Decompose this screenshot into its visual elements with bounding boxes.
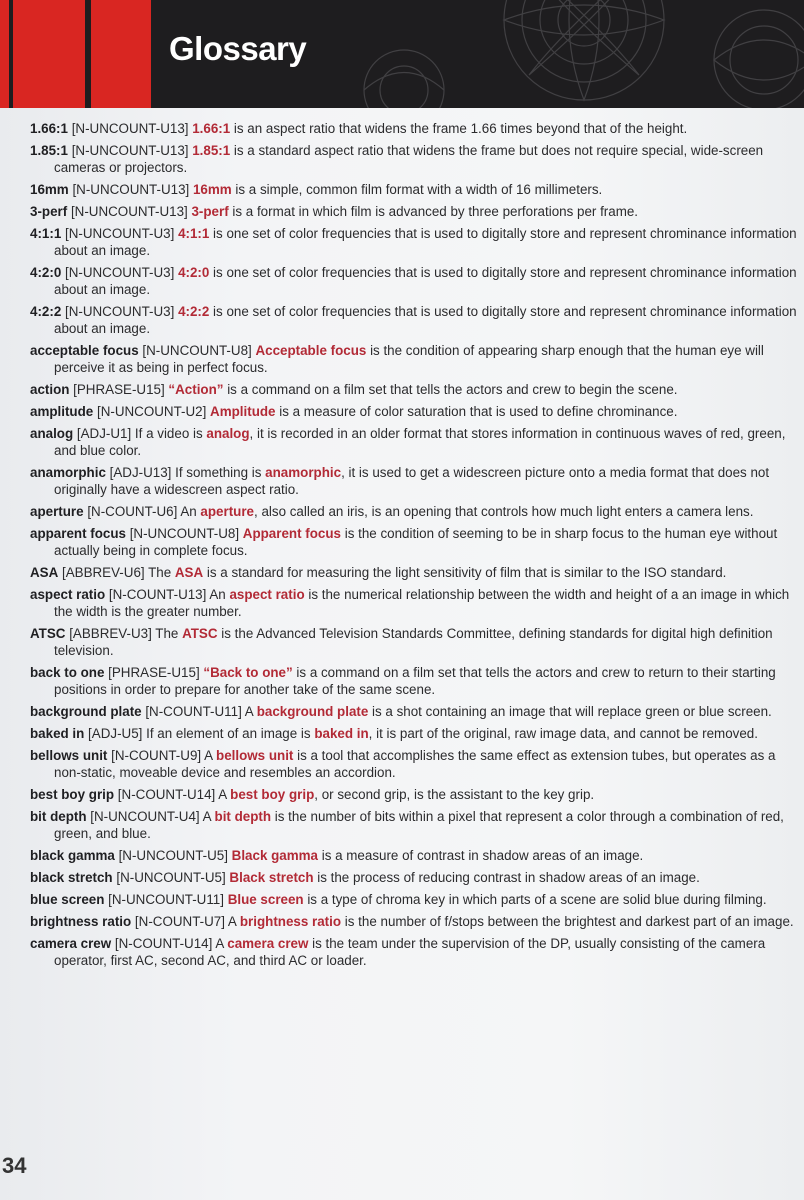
- entry-part-of-speech: [N-UNCOUNT-U8]: [125, 526, 243, 541]
- entry-definition-lead: If a video is: [134, 426, 207, 441]
- entry-definition-lead: The: [155, 626, 183, 641]
- entry-highlighted-term: Black stretch: [229, 870, 314, 885]
- entry-highlighted-term: “Action”: [168, 382, 224, 397]
- glossary-entry: [30, 625, 800, 659]
- entry-highlighted-term: bit depth: [214, 809, 272, 824]
- red-block-decoration: [13, 0, 85, 108]
- entry-term: 4:1:1: [30, 226, 62, 241]
- entry-definition-lead: A: [244, 704, 257, 719]
- header-banner: [0, 0, 804, 108]
- entry-definition-lead: An: [180, 504, 201, 519]
- entry-definition: is a measure of contrast in shadow areas of an image.: [318, 848, 644, 863]
- entry-term: 4:2:2: [30, 304, 62, 319]
- entry-highlighted-term: Black gamma: [231, 848, 318, 863]
- glossary-entry: [30, 586, 800, 620]
- entry-part-of-speech: [N-COUNT-U11]: [141, 704, 245, 719]
- entry-part-of-speech: [N-UNCOUNT-U5]: [112, 870, 230, 885]
- entry-definition: , also called an iris, is an opening that controls how much light enters a camera lens.: [254, 504, 754, 519]
- entry-highlighted-term: analog: [206, 426, 250, 441]
- entry-highlighted-term: aperture: [200, 504, 255, 519]
- entry-part-of-speech: [ADJ-U5]: [84, 726, 147, 741]
- red-stripe-decoration: [0, 0, 9, 108]
- glossary-entry: [30, 808, 800, 842]
- entry-term: back to one: [30, 665, 105, 680]
- glossary-entry: [30, 403, 800, 420]
- entry-part-of-speech: [N-UNCOUNT-U13]: [67, 204, 192, 219]
- entry-part-of-speech: [N-UNCOUNT-U11]: [104, 892, 228, 907]
- entry-definition: is the condition of seeming to be in sharp focus to the human eye without actually being in complete focus.: [54, 526, 778, 558]
- entry-highlighted-term: ASA: [174, 565, 204, 580]
- entry-definition: is a standard for measuring the light sensitivity of film that is similar to the ISO standard.: [203, 565, 727, 580]
- entry-highlighted-term: best boy grip: [230, 787, 315, 802]
- glossary-entry: [30, 664, 800, 698]
- entry-part-of-speech: [N-UNCOUNT-U13]: [68, 182, 193, 197]
- entry-term: brightness ratio: [30, 914, 132, 929]
- entry-highlighted-term: brightness ratio: [239, 914, 342, 929]
- entry-definition-lead: A: [204, 748, 217, 763]
- entry-part-of-speech: [N-UNCOUNT-U3]: [61, 265, 179, 280]
- entry-term: ATSC: [30, 626, 66, 641]
- glossary-entry: [30, 120, 800, 137]
- entry-highlighted-term: anamorphic: [265, 465, 342, 480]
- glossary-entry: [30, 935, 800, 969]
- entry-part-of-speech: [N-UNCOUNT-U13]: [67, 121, 193, 136]
- entry-term: bellows unit: [30, 748, 108, 763]
- entry-part-of-speech: [N-UNCOUNT-U3]: [61, 226, 179, 241]
- entry-part-of-speech: [PHRASE-U15]: [69, 382, 169, 397]
- entry-part-of-speech: [N-COUNT-U6]: [83, 504, 181, 519]
- entry-definition: is the condition of appearing sharp enough that the human eye will perceive it as being in perfect focus.: [54, 343, 764, 375]
- entry-term: 1.85:1: [30, 143, 68, 158]
- entry-term: blue screen: [30, 892, 105, 907]
- entry-part-of-speech: [N-COUNT-U13]: [105, 587, 210, 602]
- entry-highlighted-term: 16mm: [192, 182, 232, 197]
- glossary-entry: [30, 225, 800, 259]
- page-number: 34: [2, 1153, 27, 1178]
- entry-definition: , it is used to get a widescreen picture onto a media format that does not originally have a widescreen aspect ratio.: [54, 465, 770, 497]
- entry-definition-lead: An: [209, 587, 230, 602]
- entry-term: bit depth: [30, 809, 87, 824]
- mandala-pattern-icon: [284, 0, 804, 108]
- entry-highlighted-term: “Back to one”: [203, 665, 293, 680]
- glossary-entry: [30, 181, 800, 198]
- entry-part-of-speech: [N-UNCOUNT-U8]: [138, 343, 256, 358]
- entry-definition: is a command on a film set that tells the actors and crew to begin the scene.: [223, 382, 678, 397]
- entry-definition: is a measure of color saturation that is used to define chrominance.: [275, 404, 678, 419]
- entry-definition: is the team under the supervision of the DP, usually consisting of the camera operator, first AC, second AC, and third AC or loader.: [54, 936, 766, 968]
- entry-definition: is one set of color frequencies that is used to digitally store and represent chrominance information about an image.: [54, 226, 797, 258]
- entry-definition-lead: A: [218, 787, 231, 802]
- entry-definition: , it is part of the original, raw image data, and cannot be removed.: [368, 726, 758, 741]
- entry-term: black gamma: [30, 848, 115, 863]
- entry-definition: is one set of color frequencies that is used to digitally store and represent chrominance information about an image.: [54, 265, 797, 297]
- entry-highlighted-term: baked in: [314, 726, 369, 741]
- entry-definition-lead: A: [227, 914, 240, 929]
- entry-part-of-speech: [PHRASE-U15]: [104, 665, 204, 680]
- glossary-entry: [30, 142, 800, 176]
- entry-part-of-speech: [N-COUNT-U9]: [107, 748, 205, 763]
- entry-term: apparent focus: [30, 526, 126, 541]
- glossary-entry: [30, 913, 800, 930]
- entry-definition-lead: If something is: [175, 465, 266, 480]
- entry-highlighted-term: 4:2:2: [178, 304, 210, 319]
- entry-term: aperture: [30, 504, 84, 519]
- entry-term: best boy grip: [30, 787, 115, 802]
- entry-term: black stretch: [30, 870, 113, 885]
- entry-definition: is the number of f/stops between the brightest and darkest part of an image.: [341, 914, 794, 929]
- entry-highlighted-term: 4:1:1: [178, 226, 210, 241]
- entry-part-of-speech: [N-UNCOUNT-U13]: [67, 143, 193, 158]
- entry-part-of-speech: [N-COUNT-U14]: [111, 936, 216, 951]
- glossary-entry: [30, 786, 800, 803]
- glossary-entry: [30, 564, 800, 581]
- glossary-entry: [30, 703, 800, 720]
- entry-part-of-speech: [ADJ-U13]: [105, 465, 176, 480]
- entry-definition: is the number of bits within a pixel that represent a color through a combination of red, green, and blue.: [54, 809, 784, 841]
- glossary-entry: [30, 503, 800, 520]
- entry-term: 4:2:0: [30, 265, 62, 280]
- entry-definition: is a shot containing an image that will replace green or blue screen.: [368, 704, 772, 719]
- entry-highlighted-term: background plate: [256, 704, 369, 719]
- entry-definition: is a format in which film is advanced by three perforations per frame.: [228, 204, 639, 219]
- entry-definition: is one set of color frequencies that is used to digitally store and represent chrominance information about an image.: [54, 304, 797, 336]
- glossary-entry: [30, 342, 800, 376]
- page-title: Glossary: [169, 30, 307, 67]
- glossary-entry: [30, 869, 800, 886]
- entry-definition: is the process of reducing contrast in shadow areas of an image.: [313, 870, 700, 885]
- entry-part-of-speech: [N-UNCOUNT-U3]: [61, 304, 179, 319]
- glossary-entry: [30, 891, 800, 908]
- entry-term: 3-perf: [30, 204, 68, 219]
- entry-part-of-speech: [N-UNCOUNT-U4]: [86, 809, 203, 824]
- entry-term: ASA: [30, 565, 59, 580]
- glossary-entry: [30, 747, 800, 781]
- entry-part-of-speech: [ABBREV-U3]: [65, 626, 156, 641]
- entry-highlighted-term: Amplitude: [210, 404, 276, 419]
- entry-highlighted-term: aspect ratio: [229, 587, 305, 602]
- entry-term: aspect ratio: [30, 587, 106, 602]
- entry-definition: is a command on a film set that tells the actors and crew to return to their starting positions in order to prepare for another take of the same scene.: [54, 665, 776, 697]
- entry-term: 1.66:1: [30, 121, 68, 136]
- entry-definition-lead: A: [215, 936, 228, 951]
- entry-highlighted-term: ATSC: [182, 626, 218, 641]
- entry-definition: is a simple, common film format with a width of 16 millimeters.: [231, 182, 603, 197]
- entry-part-of-speech: [N-COUNT-U7]: [131, 914, 228, 929]
- entry-term: camera crew: [30, 936, 112, 951]
- entry-term: amplitude: [30, 404, 94, 419]
- entry-definition: , or second grip, is the assistant to the key grip.: [314, 787, 595, 802]
- glossary-entry: [30, 425, 800, 459]
- entry-part-of-speech: [ADJ-U1]: [73, 426, 135, 441]
- entry-highlighted-term: Apparent focus: [242, 526, 341, 541]
- entry-definition: is an aspect ratio that widens the frame 1.66 times beyond that of the height.: [230, 121, 688, 136]
- entry-definition: , it is recorded in an older format that stores information in continuous waves of red, green, and blue color.: [54, 426, 786, 458]
- entry-part-of-speech: [N-UNCOUNT-U5]: [114, 848, 232, 863]
- entry-definition: is a type of chroma key in which parts of a scene are solid blue during filming.: [303, 892, 767, 907]
- entry-definition: is a standard aspect ratio that widens the frame but does not require special, wide-screen cameras or projectors.: [54, 143, 764, 175]
- entry-term: background plate: [30, 704, 142, 719]
- entry-term: analog: [30, 426, 74, 441]
- entry-definition: is a tool that accomplishes the same effect as extension tubes, but operates as a non-static, moveable device and resembles an accordion.: [54, 748, 776, 780]
- entry-highlighted-term: Acceptable focus: [255, 343, 367, 358]
- entry-term: action: [30, 382, 70, 397]
- glossary-entry: [30, 847, 800, 864]
- entry-term: 16mm: [30, 182, 69, 197]
- glossary-entry: [30, 303, 800, 337]
- red-block-decoration: [91, 0, 151, 108]
- glossary-list: [30, 120, 800, 974]
- entry-highlighted-term: 1.85:1: [192, 143, 231, 158]
- entry-highlighted-term: camera crew: [227, 936, 309, 951]
- glossary-entry: [30, 525, 800, 559]
- entry-definition: is the Advanced Television Standards Committee, defining standards for digital high definition television.: [54, 626, 773, 658]
- entry-part-of-speech: [N-COUNT-U14]: [114, 787, 219, 802]
- glossary-entry: [30, 464, 800, 498]
- entry-definition: is the numerical relationship between the width and height of a an image in which the width is the greater number.: [54, 587, 790, 619]
- entry-highlighted-term: Blue screen: [227, 892, 304, 907]
- glossary-entry: [30, 725, 800, 742]
- entry-term: acceptable focus: [30, 343, 139, 358]
- entry-part-of-speech: [ABBREV-U6]: [58, 565, 149, 580]
- entry-highlighted-term: 4:2:0: [178, 265, 210, 280]
- entry-definition-lead: If an element of an image is: [146, 726, 315, 741]
- entry-term: anamorphic: [30, 465, 106, 480]
- entry-highlighted-term: bellows unit: [216, 748, 294, 763]
- glossary-entry: [30, 381, 800, 398]
- glossary-entry: [30, 203, 800, 220]
- entry-highlighted-term: 3-perf: [191, 204, 229, 219]
- entry-highlighted-term: 1.66:1: [192, 121, 231, 136]
- entry-part-of-speech: [N-UNCOUNT-U2]: [93, 404, 211, 419]
- glossary-entry: [30, 264, 800, 298]
- entry-definition-lead: The: [148, 565, 175, 580]
- entry-term: baked in: [30, 726, 85, 741]
- entry-definition-lead: A: [202, 809, 215, 824]
